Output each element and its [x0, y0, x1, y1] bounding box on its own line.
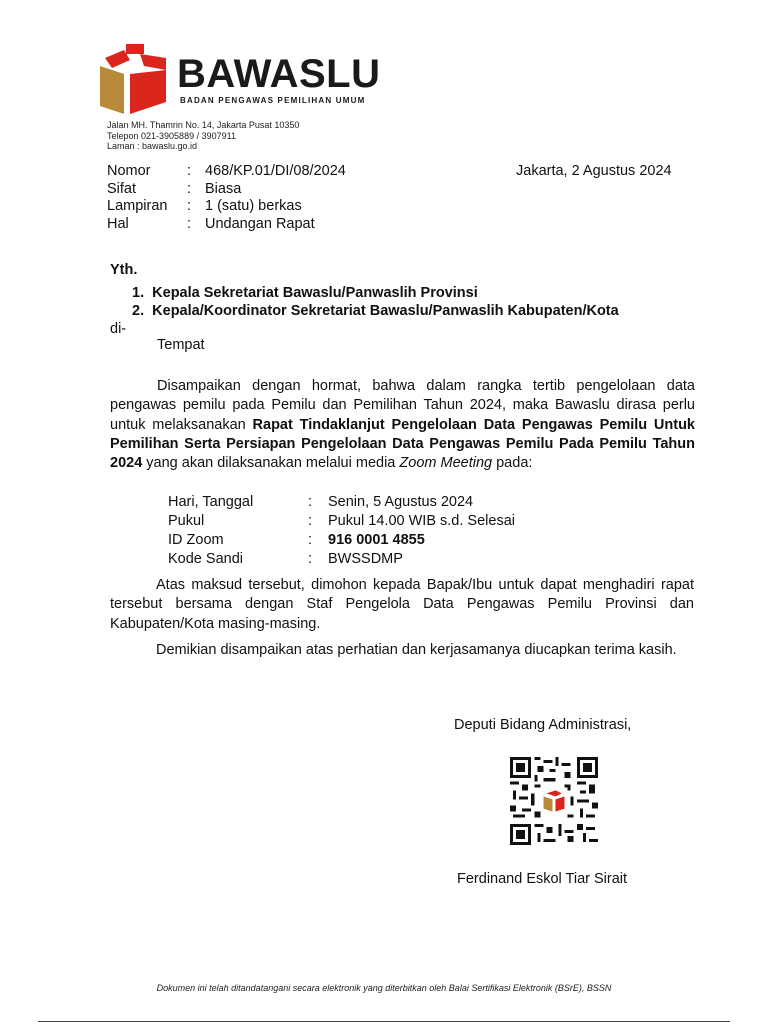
- meta-sep: :: [187, 163, 192, 179]
- meeting-title: Rapat Tindaklanjut Pengelolaan Data Pengawas Pemilu Untuk Pemilihan Serta Persiapan Pengelolaan Data Pengawas Pemilu Pada Pemilu Tahun 2024: [110, 416, 695, 472]
- detail-label: Kode Sandi: [168, 551, 243, 567]
- zoom-meeting-text: Zoom Meeting: [399, 455, 493, 472]
- meta-label: Hal: [107, 215, 129, 232]
- signature-title: Deputi Bidang Administrasi,: [454, 717, 632, 733]
- meta-label: Lampiran: [107, 198, 168, 214]
- meta-value: 1 (satu) berkas: [205, 198, 302, 214]
- recipient-num: 1.: [132, 285, 145, 301]
- meta-row-nomor: [107, 163, 346, 181]
- body-paragraph-2: Atas maksud tersebut, dimohon kepada Bapak/Ibu untuk dapat menghadiri rapat tersebut bersama dengan Staf Pengelola Data Pengawas Pemilu Provinsi dan Kabupaten/Kota masing-masing.: [110, 577, 694, 632]
- meta-row-lampiran: [107, 198, 346, 216]
- meta-sep: :: [187, 198, 192, 214]
- recipient-text: Kepala/Koordinator Sekretariat Bawaslu/Panwaslih Kabupaten/Kota: [152, 303, 619, 319]
- signatory-name: Ferdinand Eskol Tiar Sirait: [457, 871, 628, 887]
- recipient-item: [132, 284, 478, 303]
- recipient-num: 2.: [132, 303, 145, 319]
- recipient-text: Kepala Sekretariat Bawaslu/Panwaslih Provinsi: [152, 285, 478, 301]
- org-subtitle: BADAN PENGAWAS PEMILIHAN UMUM: [180, 96, 366, 105]
- meta-row-sifat: [107, 181, 346, 199]
- address-line: Laman : bawaslu.go.id: [107, 141, 198, 151]
- meta-value: Biasa: [205, 180, 242, 197]
- detail-row-date: [168, 493, 515, 512]
- detail-label: ID Zoom: [168, 532, 224, 548]
- detail-label: Pukul: [168, 513, 205, 529]
- detail-sep: :: [308, 494, 313, 510]
- letter-meta: [107, 163, 346, 233]
- salutation: Yth.: [110, 262, 138, 278]
- detail-sep: :: [308, 551, 313, 567]
- detail-sep: :: [308, 532, 313, 548]
- meeting-details: [168, 493, 515, 569]
- address-line: Telepon 021-3905889 / 3907911: [107, 130, 236, 141]
- body-paragraph-1: [110, 377, 695, 473]
- detail-value: Senin, 5 Agustus 2024: [328, 494, 474, 510]
- recipient-di: di-: [110, 321, 127, 337]
- footer-divider: [38, 1021, 730, 1022]
- detail-value: 916 0001 4855: [328, 532, 425, 548]
- meta-label: Nomor: [107, 163, 151, 179]
- org-name: BAWASLU: [177, 52, 381, 96]
- detail-value: Pukul 14.00 WIB s.d. Selesai: [328, 513, 515, 529]
- meta-value: Undangan Rapat: [205, 215, 315, 232]
- p1-text-b: yang akan dilaksanakan melalui media: [142, 455, 400, 472]
- meta-value: 468/KP.01/DI/08/2024: [205, 163, 346, 179]
- meta-label: Sifat: [107, 180, 137, 197]
- recipient-place: Tempat: [157, 337, 205, 353]
- detail-sep: :: [308, 513, 313, 529]
- detail-row-zoom-id: [168, 531, 515, 550]
- letter-date: Jakarta, 2 Agustus 2024: [516, 163, 672, 179]
- meta-sep: :: [187, 215, 192, 232]
- address-line: Jalan MH. Thamrin No. 14, Jakarta Pusat 10350: [107, 120, 300, 130]
- qr-code-icon: [510, 757, 598, 845]
- detail-label: Hari, Tanggal: [168, 494, 254, 510]
- bawaslu-logo-icon: [100, 44, 166, 114]
- meta-sep: :: [187, 180, 192, 197]
- detail-row-time: [168, 512, 515, 531]
- p1-text-c: pada:: [492, 455, 533, 472]
- meta-row-hal: [107, 216, 346, 234]
- detail-row-passcode: [168, 550, 515, 569]
- body-paragraph-3: Demikian disampaikan atas perhatian dan kerjasamanya diucapkan terima kasih.: [156, 642, 677, 658]
- footer-note: Dokumen ini telah ditandatangani secara elektronik yang diterbitkan oleh Balai Sertifikasi Elektronik (BSrE), BSSN: [156, 983, 612, 993]
- recipient-item: [132, 302, 619, 321]
- detail-value: BWSSDMP: [328, 551, 403, 567]
- p1-text-a: Disampaikan dengan hormat, bahwa dalam rangka tertib pengelolaan data pengawas pemilu pada Pemilu dan Pemilihan Tahun 2024, maka Bawaslu dirasa perlu untuk melaksanakan: [110, 378, 695, 433]
- letterhead-address: [107, 120, 299, 152]
